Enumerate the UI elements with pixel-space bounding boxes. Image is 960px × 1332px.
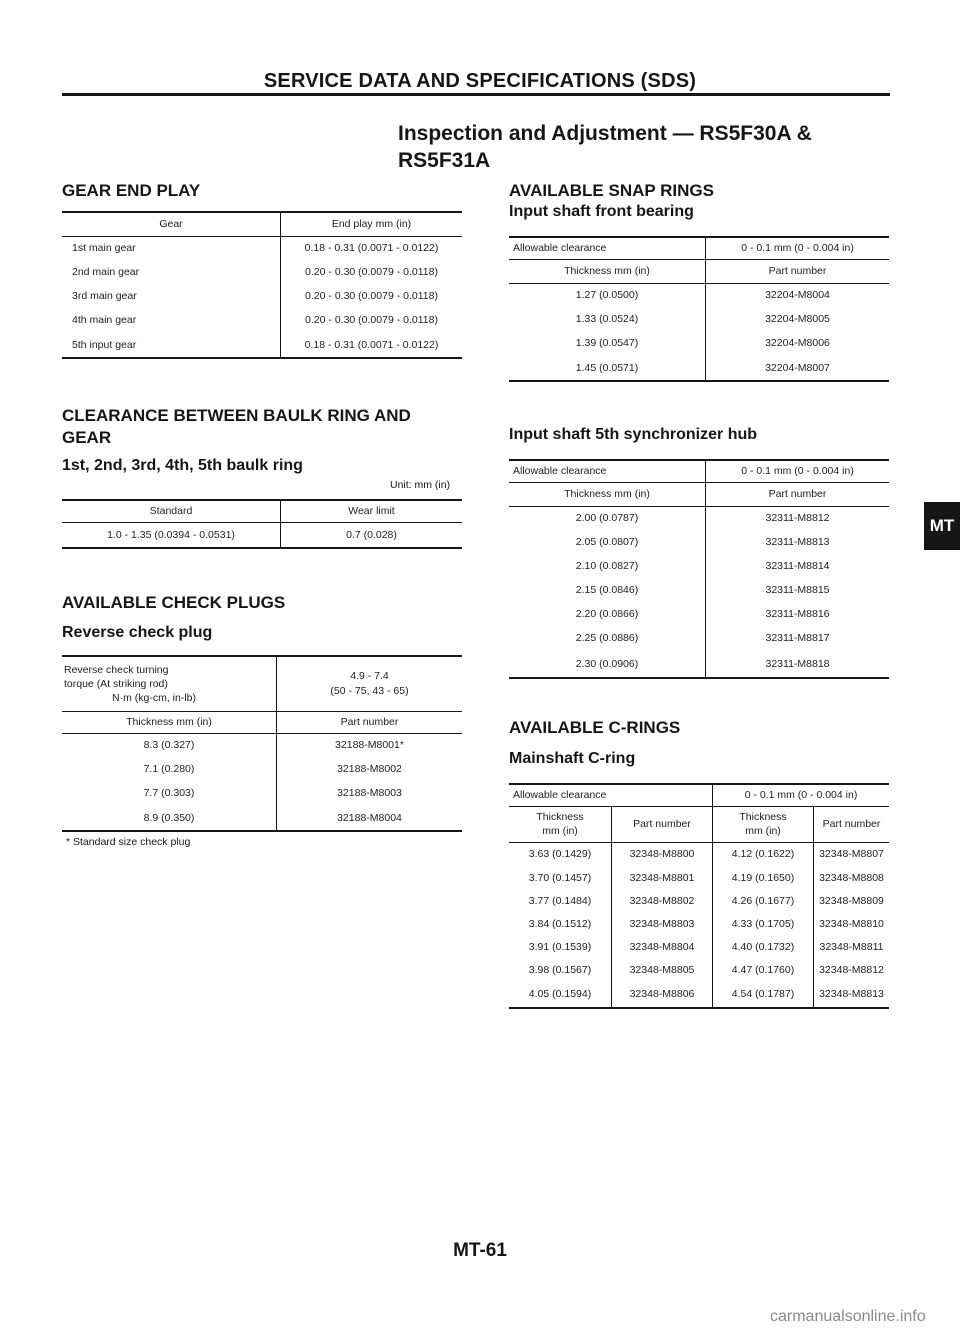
table-row: [509, 331, 889, 355]
thickness-cell: 4.47 (0.1760): [713, 958, 814, 981]
thickness-cell: 4.40 (0.1732): [713, 935, 814, 958]
col-header-line: mm (in): [745, 825, 781, 837]
torque-label-line: Reverse check turning: [64, 663, 169, 676]
thickness-cell: 8.9 (0.350): [62, 805, 277, 831]
table-row: [509, 578, 889, 602]
section-tab-mt: MT: [924, 502, 960, 550]
col-header-thickness: Thickness mm (in): [62, 711, 277, 733]
col-header-thickness: [509, 806, 612, 842]
header-rule: [62, 93, 890, 96]
part-number-cell: 32348-M8810: [814, 912, 890, 935]
thickness-cell: 4.19 (0.1650): [713, 866, 814, 889]
baulk-ring-heading-line-1: CLEARANCE BETWEEN BAULK RING AND: [62, 406, 411, 425]
table-row: [62, 757, 462, 781]
synchro-hub-table: [509, 459, 889, 679]
gear-cell: 5th input gear: [62, 332, 281, 358]
page-number: MT-61: [453, 1240, 507, 1261]
table-row: [509, 958, 889, 981]
check-plugs-heading: AVAILABLE CHECK PLUGS: [62, 593, 286, 612]
thickness-cell: 4.33 (0.1705): [713, 912, 814, 935]
gear-cell: 4th main gear: [72, 314, 137, 326]
col-header-part-number: Part number: [706, 259, 890, 283]
thickness-cell: 1.33 (0.0524): [575, 313, 639, 325]
allowable-clearance-value: 0 - 0.1 mm (0 - 0.004 in): [706, 460, 890, 482]
part-number-cell: 32348-M8806: [612, 981, 713, 1008]
table-row: [509, 554, 889, 578]
page-header-title: SERVICE DATA AND SPECIFICATIONS (SDS): [263, 70, 697, 92]
gear-cell: 1st main gear: [72, 242, 136, 255]
part-number-cell: 32311-M8814: [706, 554, 890, 578]
thickness-cell: 4.12 (0.1622): [713, 842, 814, 866]
end-play-cell: 0.20 - 0.30 (0.0079 - 0.0118): [281, 308, 463, 332]
col-header-standard: Standard: [62, 500, 281, 522]
end-play-cell: 0.18 - 0.31 (0.0071 - 0.0122): [281, 332, 463, 358]
thickness-cell: 2.10 (0.0827): [575, 560, 639, 572]
check-plugs-subheading: Reverse check plug: [62, 624, 213, 641]
part-number-cell: 32188-M8002: [277, 757, 463, 781]
part-number-cell: 32348-M8811: [814, 935, 890, 958]
table-row: [62, 236, 462, 260]
table-row: [509, 626, 889, 650]
part-number-cell: 32311-M8816: [706, 602, 890, 626]
wear-limit-cell: 0.7 (0.028): [281, 522, 463, 548]
page-subtitle: [398, 120, 838, 174]
snap-rings-subheading: Input shaft front bearing: [509, 203, 694, 220]
part-number-cell: 32204-M8005: [706, 307, 890, 331]
baulk-ring-heading-line-2: GEAR: [62, 428, 112, 447]
torque-label-line: torque (At striking rod): [64, 677, 168, 690]
part-number-cell: 32311-M8812: [706, 506, 890, 530]
thickness-cell: 1.27 (0.0500): [575, 289, 639, 302]
part-number-cell: 32348-M8805: [612, 958, 713, 981]
col-header-gear: Gear: [62, 212, 281, 236]
allowable-clearance-label: Allowable clearance: [509, 784, 713, 806]
thickness-cell: 2.00 (0.0787): [575, 512, 639, 525]
part-number-cell: 32348-M8807: [814, 842, 890, 866]
thickness-cell: 1.45 (0.0571): [509, 355, 706, 381]
table-row: [509, 530, 889, 554]
table-row: [62, 781, 462, 805]
allowable-clearance-label: Allowable clearance: [509, 460, 706, 482]
check-plugs-table: [62, 655, 462, 832]
torque-label-cell: [62, 656, 277, 711]
allowable-clearance-value: 0 - 0.1 mm (0 - 0.004 in): [713, 784, 890, 806]
baulk-ring-unit: Unit: mm (in): [390, 479, 451, 491]
table-row: [509, 283, 889, 307]
table-row: [509, 912, 889, 935]
thickness-cell: 8.3 (0.327): [143, 739, 195, 752]
thickness-cell: 4.05 (0.1594): [509, 981, 612, 1008]
part-number-cell: 32348-M8813: [814, 981, 890, 1008]
col-header-part-number: Part number: [706, 482, 890, 506]
torque-value-line: (50 - 75, 43 - 65): [330, 684, 409, 697]
thickness-cell: 4.54 (0.1787): [713, 981, 814, 1008]
part-number-cell: 32348-M8801: [612, 866, 713, 889]
end-play-cell: 0.18 - 0.31 (0.0071 - 0.0122): [281, 236, 463, 260]
col-header-line: Thickness: [536, 811, 584, 823]
table-row: [509, 866, 889, 889]
torque-value-line: 4.9 - 7.4: [350, 669, 389, 682]
col-header-end-play: End play mm (in): [281, 212, 463, 236]
table-row: [509, 981, 889, 1008]
thickness-cell: 3.84 (0.1512): [528, 917, 592, 930]
col-header-thickness: Thickness mm (in): [509, 482, 706, 506]
part-number-cell: 32188-M8001*: [277, 733, 463, 757]
thickness-cell: 2.05 (0.0807): [575, 536, 639, 548]
part-number-cell: 32348-M8802: [612, 889, 713, 912]
col-header-line: mm (in): [542, 825, 578, 837]
table-row: [509, 650, 889, 678]
subtitle-line-1: Inspection and Adjustment — RS5F30A &: [398, 122, 812, 145]
subtitle-line-2: RS5F31A: [398, 149, 491, 172]
thickness-cell: 4.26 (0.1677): [713, 889, 814, 912]
thickness-cell: 7.1 (0.280): [143, 763, 195, 775]
standard-cell: 1.0 - 1.35 (0.0394 - 0.0531): [62, 522, 281, 548]
part-number-cell: 32204-M8006: [706, 331, 890, 355]
thickness-cell: 2.20 (0.0866): [575, 608, 639, 620]
gear-end-play-table: [62, 211, 462, 359]
col-header-part-number: Part number: [612, 806, 713, 842]
thickness-cell: 2.30 (0.0906): [509, 650, 706, 678]
thickness-cell: 3.77 (0.1484): [528, 894, 592, 907]
table-row: [62, 805, 462, 831]
col-header-line: Thickness: [739, 811, 787, 823]
table-row: [62, 284, 462, 308]
c-rings-subheading: Mainshaft C-ring: [509, 750, 636, 767]
part-number-cell: 32311-M8815: [706, 578, 890, 602]
table-row: [62, 308, 462, 332]
snap-rings-table: [509, 236, 889, 382]
snap-rings-heading: AVAILABLE SNAP RINGS: [509, 181, 714, 200]
thickness-cell: 2.25 (0.0886): [575, 632, 639, 644]
gear-cell: 2nd main gear: [72, 266, 140, 278]
table-row: [509, 506, 889, 530]
col-header-part-number: Part number: [277, 711, 463, 733]
table-row: [509, 842, 889, 866]
thickness-cell: 3.70 (0.1457): [528, 871, 592, 884]
end-play-cell: 0.20 - 0.30 (0.0079 - 0.0118): [281, 284, 463, 308]
part-number-cell: 32188-M8004: [277, 805, 463, 831]
table-row: [509, 355, 889, 381]
table-row: [62, 332, 462, 358]
col-header-wear-limit: Wear limit: [281, 500, 463, 522]
part-number-cell: 32311-M8818: [706, 650, 890, 678]
c-rings-table: [509, 783, 889, 1009]
thickness-cell: 7.7 (0.303): [143, 787, 195, 799]
gear-end-play-heading: GEAR END PLAY: [62, 181, 201, 200]
part-number-cell: 32348-M8803: [612, 912, 713, 935]
check-plugs-footnote: * Standard size check plug: [66, 836, 191, 848]
gear-cell: 3rd main gear: [72, 290, 137, 302]
thickness-cell: 3.98 (0.1567): [528, 963, 592, 976]
thickness-cell: 3.63 (0.1429): [528, 848, 592, 861]
allowable-clearance-label: Allowable clearance: [509, 237, 706, 259]
part-number-cell: 32204-M8004: [706, 283, 890, 307]
part-number-cell: 32348-M8812: [814, 958, 890, 981]
part-number-cell: 32348-M8809: [814, 889, 890, 912]
col-header-thickness: [713, 806, 814, 842]
part-number-cell: 32204-M8007: [706, 355, 890, 381]
table-row: [509, 602, 889, 626]
part-number-cell: 32348-M8800: [612, 842, 713, 866]
watermark: carmanualsonline.info: [770, 1308, 926, 1325]
table-row: [62, 522, 462, 548]
table-row: [509, 889, 889, 912]
part-number-cell: 32311-M8817: [706, 626, 890, 650]
baulk-ring-subheading: 1st, 2nd, 3rd, 4th, 5th baulk ring: [62, 457, 303, 474]
part-number-cell: 32348-M8804: [612, 935, 713, 958]
table-row: [509, 307, 889, 331]
synchro-hub-subheading: Input shaft 5th synchronizer hub: [509, 426, 758, 443]
thickness-cell: 2.15 (0.0846): [575, 584, 639, 596]
torque-value-cell: [277, 656, 463, 711]
col-header-thickness: Thickness mm (in): [509, 259, 706, 283]
col-header-part-number: Part number: [814, 806, 890, 842]
baulk-ring-table: [62, 499, 462, 549]
table-row: [509, 935, 889, 958]
thickness-cell: 3.91 (0.1539): [528, 940, 592, 953]
torque-label-line: N·m (kg-cm, in-lb): [112, 691, 196, 704]
end-play-cell: 0.20 - 0.30 (0.0079 - 0.0118): [281, 260, 463, 284]
c-rings-heading: AVAILABLE C-RINGS: [509, 718, 681, 737]
thickness-cell: 1.39 (0.0547): [575, 337, 639, 349]
part-number-cell: 32348-M8808: [814, 866, 890, 889]
allowable-clearance-value: 0 - 0.1 mm (0 - 0.004 in): [706, 237, 890, 259]
table-row: [62, 260, 462, 284]
part-number-cell: 32188-M8003: [277, 781, 463, 805]
table-row: [62, 733, 462, 757]
part-number-cell: 32311-M8813: [706, 530, 890, 554]
baulk-ring-heading: [62, 405, 411, 449]
